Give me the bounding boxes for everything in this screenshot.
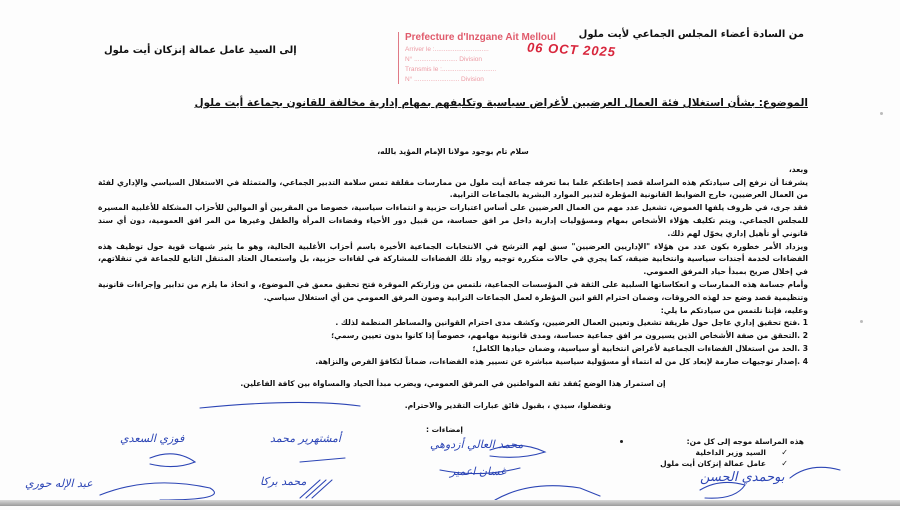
pen-stroke [790, 467, 840, 478]
letter-sender: من السادة أعضاء المجلس الجماعي لأيت ملول [578, 29, 804, 40]
pen-stroke [200, 402, 360, 408]
signature: أمشتهرير محمد [270, 432, 341, 445]
pen-stroke [700, 482, 745, 498]
stamp-transmis: Transmis le :.............................. [405, 66, 497, 73]
stamp-division-2: N° ......................... Division [405, 76, 484, 83]
stamp-date: 06 OCT 2025 [526, 39, 617, 60]
checkmark-icon: ✓ [781, 448, 788, 457]
paragraph: ويزداد الأمر خطورة بكون عدد من هؤلاء "الإداريين العرضيين" سبق لهم الترشح في الانتخابات الجماعية الأخيرة باسم أحزاب الأغلبية الحالية، وهو ما يثير شبهات قوية حول توظيف هذه الفضاءات لخدمة أجندات سياسية وانتخابية ضيقة، كما يجري في حالات متكررة توجيه رواد تلك الفضاءات للمشاركة في لقاءات حزبية، بل واستعمال العتاد المتنقل التابع للجماعة في تنقلاتهم، في إخلال صريح بمبدأ حياد المرفق العمومي. [98, 241, 808, 277]
scan-speck [860, 320, 863, 323]
pen-stroke [490, 445, 545, 457]
signature: محمد بركا [260, 475, 307, 488]
cc-intro: هذه المراسلة موجه إلى كل من: [686, 437, 804, 446]
cc-item: ✓ عامل عمالة إنزكان أيت ملول [660, 459, 788, 468]
letter-recipient: إلى السيد عامل عمالة إنزكان أيت ملول [104, 45, 297, 56]
requests-intro: وعليه، فإننا نلتمس من سيادتكم ما يلي: [660, 305, 808, 315]
pen-stroke [440, 468, 520, 474]
paragraph: وأمام جسامة هذه الممارسات و انعكاساتها السلبية على الثقة في المؤسسات الجماعية، نلتمس من وزارتكم الموقرة فتح تحقيق معمق في الموضوع، و اتخاذ ما يلزم من تدابير وإجراءات قانونية وتنظيمية قصد وضع حد لهذه الخروقات، وضمان احترام القو انين المؤطرة لعمل الجماعات الترابية وصون المرفق العمومي من أي استغلال سياسي. [98, 279, 808, 302]
letter-subject: الموضوع: بشأن استغلال فئة العمال العرضيين لأغراض سياسية وتكليفهم بمهام إدارية مخالفة للقانون بجماعة أيت ملول [194, 97, 808, 109]
pen-stroke [150, 454, 195, 467]
pen-stroke [495, 486, 600, 500]
signature: محمد العالي أزدوهي [430, 438, 524, 451]
signatures-label: إمضاءات : [426, 425, 463, 434]
signature: فوزي السعدي [120, 432, 185, 445]
request-item: 4 .إصدار توجيهات صارمة لإبعاد كل من له انتماء أو مسؤولية سياسية مباشرة عن تسيير هذه الفضاءات، ضماناً لتكافؤ الفرص والنزاهة. [315, 356, 808, 366]
pen-stroke [300, 458, 345, 462]
pen-stroke [300, 480, 332, 498]
cc-item: ✓ السيد وزير الداخلية [695, 448, 788, 457]
signature: عبد الإله حوري [25, 477, 93, 490]
opening: وبعد، [788, 164, 808, 174]
request-item: 1 .فتح تحقيق إداري عاجل حول طريقة تشغيل وتعيين العمال العرضيين، وكشف مدى احترام القوانين والمساطر المنظمة لذلك . [335, 318, 808, 328]
scan-speck [620, 440, 623, 443]
signature: غسان اعمير [450, 465, 506, 478]
stamp-arrived: Arriver le :.............................. [405, 46, 489, 53]
greeting: سلام تام بوجود مولانا الإمام المؤيد بالله، [377, 147, 529, 156]
request-item: 2 .التحقق من صفة الأشخاص الذين يسيرون مر افق جماعية حساسة، ومدى قانونية مهامهم، خصوصاً إذا كانوا بدون تعيين رسمي؛ [331, 331, 808, 341]
scanner-edge [0, 500, 900, 506]
stamp-title: Prefecture d'Inzgane Ait Melloul [405, 32, 556, 43]
scan-speck [880, 112, 883, 115]
paragraph: فقد جرى، في ظروف يلفها الغموض، تشغيل عدد مهم من العمال العرضيين على أساس اعتبارات حزبية و انتماءات سياسية، خصوصا من المقربين أو الموالين للأحزاب المشكلة للأغلبية المسيرة للمجلس الجماعي. ويتم تكليف هؤلاء الأشخاص بمهام ومسؤوليات إدارية داخل مر افق حساسة، من قبيل دور الأحياء وفضاءات المرأة والطفل وغيرها من المر افق العمومية، دون أي سند قانوني أو تأهيل إداري يخوّل لهم ذلك. [98, 203, 808, 238]
closing-salutation: وتفضلوا، سيدي ، بقبول فائق عبارات التقدير والاحترام. [404, 401, 612, 411]
signature: بوحمدي الحسن [700, 470, 785, 485]
conclusion: إن استمرار هذا الوضع يُفقد ثقة المواطنين في المرفق العمومي، ويضرب مبدأ الحياد والمساواة بين كافة الفاعلين. [240, 378, 666, 388]
paragraph: يشرفنا أن نرفع إلى سيادتكم هذه المراسلة قصد إحاطتكم علما بما تعرفه جماعة أيت ملول من ممارسات مقلقة تمس سلامة التدبير الجماعي، والمتمثلة في الاستغلال السياسي والإداري لفئة من العمال العرضيين، خارج الضوابط القانونية المؤطرة لتدبير الموارد البشرية بالجماعات الترابية. [98, 177, 808, 200]
stamp-division-1: N° ........................ Division [405, 56, 483, 63]
checkmark-icon: ✓ [781, 459, 788, 468]
pen-stroke [100, 483, 214, 500]
request-item: 3 .الحد من استغلال الفضاءات الجماعية لأغراض انتخابية أو سياسية، وضمان حيادها الكامل؛ [472, 343, 808, 353]
